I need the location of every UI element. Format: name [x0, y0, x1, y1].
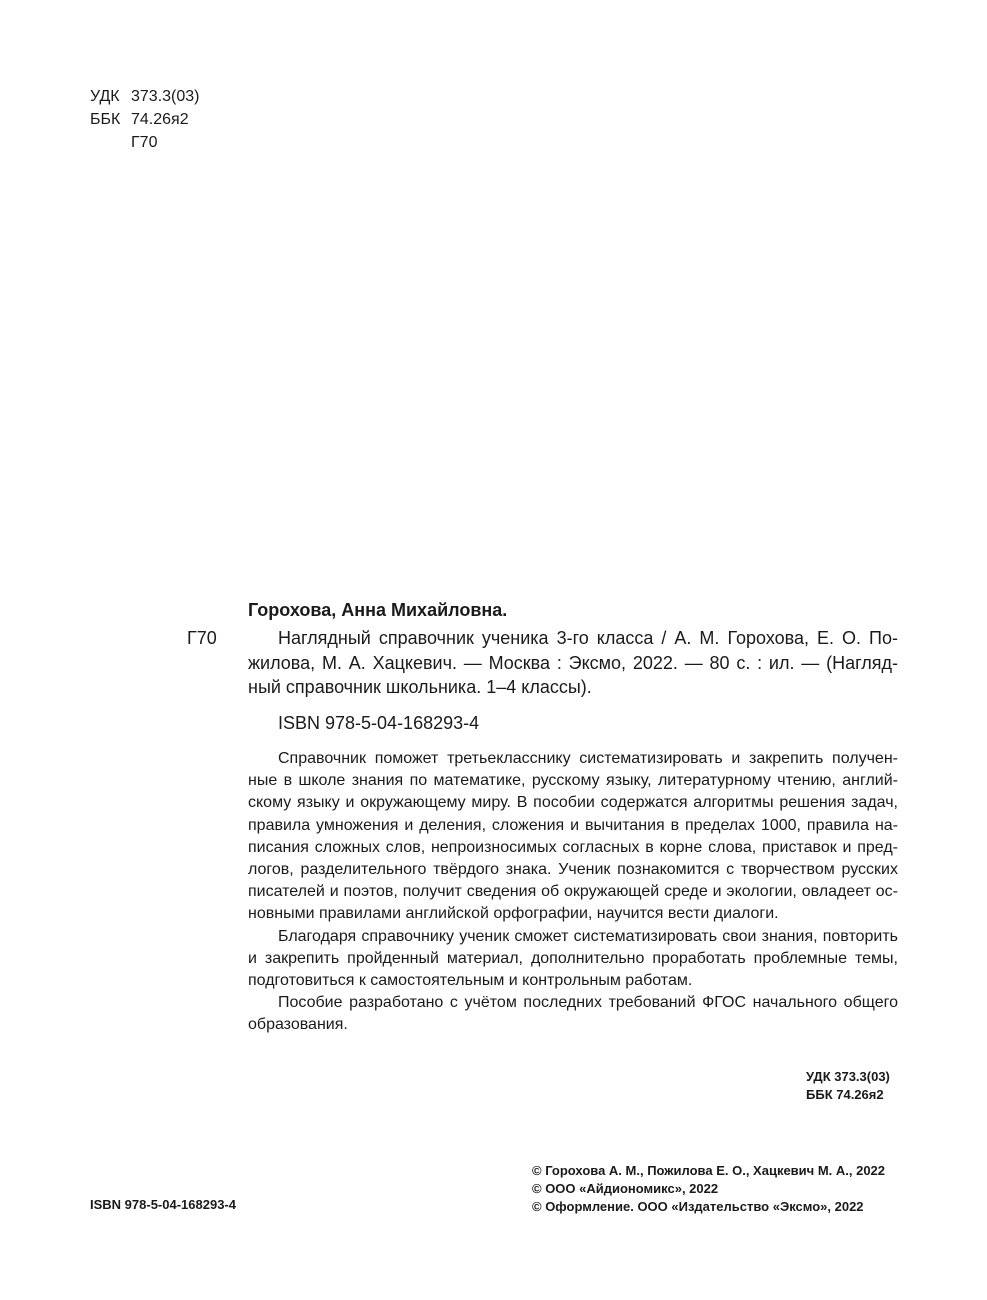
bibliographic-description	[248, 626, 898, 700]
isbn-bottom: ISBN 978-5-04-168293-4	[90, 1197, 236, 1212]
annotation-line: писания сложных слов, непроизносимых согласных в корне слова, приставок и пред-	[248, 838, 898, 856]
bottom-bbk: ББК 74.26я2	[806, 1087, 884, 1102]
bib-line: жилова, М. А. Хацкевич. — Москва : Эксмо, 2022. — 80 с. : ил. — (Нагляд-	[248, 652, 898, 673]
udk-value: 373.3(03)	[131, 88, 200, 105]
copyright-line: © ООО «Айдиономикс», 2022	[532, 1181, 719, 1196]
annotation-line: Благодаря справочнику ученик сможет систематизировать свои знания, повторить	[278, 927, 898, 945]
annotation-line: новными правилами английской орфографии, научится вести диалоги.	[248, 905, 779, 923]
author-code: Г70	[187, 628, 217, 648]
bbk-label: ББК	[90, 111, 121, 128]
author-code-top: Г70	[131, 134, 158, 151]
annotation-line: логов, разделительного твёрдого знака. Ученик познакомится с творчеством русских	[248, 861, 898, 879]
annotation-paragraph-3	[248, 992, 898, 1036]
copyright-line: © Горохова А. М., Пожилова Е. О., Хацкевич М. А., 2022	[532, 1163, 886, 1178]
bbk-row	[90, 109, 189, 131]
bbk-value: 74.26я2	[131, 111, 189, 128]
annotation-line: правила умножения и деления, сложения и вычитания в пределах 1000, правила на-	[248, 816, 898, 834]
annotation-line: Справочник поможет третьекласснику систематизировать и закрепить получен-	[278, 750, 898, 767]
udk-row	[90, 86, 200, 108]
annotation-paragraph-2	[248, 926, 898, 993]
isbn-main: ISBN 978-5-04-168293-4	[278, 713, 480, 733]
annotation-line: скому языку и окружающему миру. В пособии содержатся алгоритмы решения задач,	[248, 794, 898, 812]
annotation-line: ные в школе знания по математике, русскому языку, литературному чтению, англий-	[248, 772, 898, 790]
copyright-block	[532, 1162, 898, 1216]
bib-line: Наглядный справочник ученика 3-го класса / А. М. Горохова, Е. О. По-	[278, 628, 898, 648]
annotation-line: и закрепить пройденный материал, дополнительно проработать проблемные темы,	[248, 949, 898, 967]
udk-label: УДК	[90, 88, 120, 105]
annotation	[248, 748, 898, 1037]
bottom-udk: УДК 373.3(03)	[806, 1069, 890, 1084]
copyright-line: © Оформление. ООО «Издательство «Эксмо», 2022	[532, 1199, 864, 1214]
bottom-classification	[806, 1068, 890, 1104]
annotation-paragraph-1	[248, 748, 898, 926]
annotation-line: подготовиться к самостоятельным и контрольным работам.	[248, 972, 693, 990]
author-name: Горохова, Анна Михайловна.	[248, 600, 508, 620]
annotation-line: писателей и поэтов, получит сведения об окружающей среде и экологии, овладеет ос-	[248, 883, 898, 901]
annotation-line: Пособие разработано с учётом последних требований ФГОС начального общего	[278, 994, 898, 1012]
bib-line: ный справочник школьника. 1–4 классы).	[248, 677, 592, 697]
annotation-line: образования.	[248, 1016, 348, 1034]
